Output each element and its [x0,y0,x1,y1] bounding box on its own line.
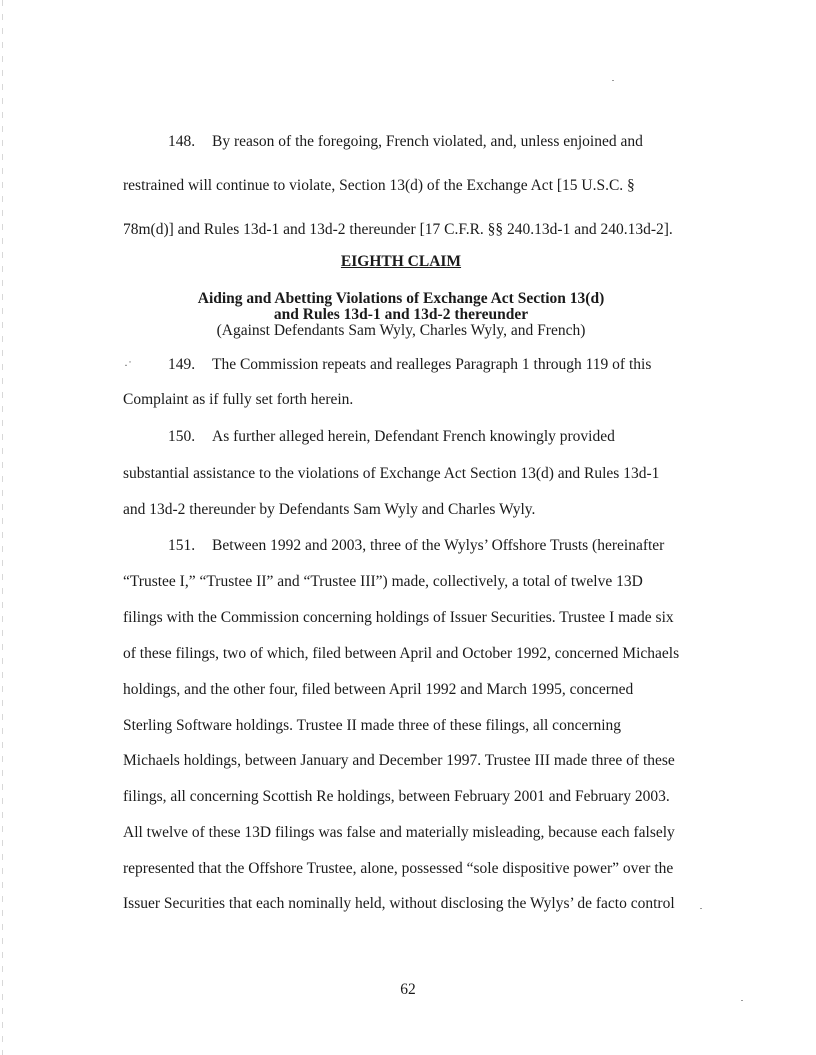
claim-subtitle-line-1: Aiding and Abetting Violations of Exchange Act Section 13(d) [197,290,605,307]
claim-subtitle-line-2: and Rules 13d-1 and 13d-2 thereunder [273,306,529,323]
paragraph-151-line-8: filings, all concerning Scottish Re holdings, between February 2001 and February 2003. [123,788,670,805]
claim-against-line: (Against Defendants Sam Wyly, Charles Wyly, and French) [216,322,586,339]
scan-speck [741,1000,743,1001]
stray-mark: ·˙ [124,358,132,372]
paragraph-151-line-2: “Trustee I,” “Trustee II” and “Trustee III”) made, collectively, a total of twelve 13D [123,573,643,590]
paragraph-number: 149. [168,356,196,373]
paragraph-151-line-11: Issuer Securities that each nominally held, without disclosing the Wylys’ de facto control [123,895,675,912]
scan-speck [612,80,614,81]
paragraph-151-line-6: Sterling Software holdings. Trustee II made three of these filings, all concerning [123,717,622,734]
claim-title: EIGHTH CLAIM [340,253,462,270]
paragraph-150-line-3: and 13d-2 thereunder by Defendants Sam Wyly and Charles Wyly. [123,501,536,518]
scan-edge-artifact [2,0,3,1055]
paragraph-150-line-1: 150. As further alleged herein, Defendant French knowingly provided [168,428,615,445]
paragraph-number: 148. [168,133,196,150]
paragraph-151-line-9: All twelve of these 13D filings was false and materially misleading, because each falsely [123,824,675,841]
paragraph-151-line-3: filings with the Commission concerning holdings of Issuer Securities. Trustee I made six [123,609,674,626]
paragraph-151-line-1: 151. Between 1992 and 2003, three of the Wylys’ Offshore Trusts (hereinafter [168,537,665,554]
paragraph-151-line-4: of these filings, two of which, filed between April and October 1992, concerned Michaels [123,645,680,662]
paragraph-148-line-2: restrained will continue to violate, Section 13(d) of the Exchange Act [15 U.S.C. § [123,177,635,194]
paragraph-148-line-1: 148. By reason of the foregoing, French violated, and, unless enjoined and [168,133,643,150]
scan-speck [700,908,702,909]
paragraph-151-line-10: represented that the Offshore Trustee, alone, possessed “sole dispositive power” over the [123,860,674,877]
paragraph-150-line-2: substantial assistance to the violations of Exchange Act Section 13(d) and Rules 13d-1 [123,465,660,482]
paragraph-148-line-3: 78m(d)] and Rules 13d-1 and 13d-2 thereunder [17 C.F.R. §§ 240.13d-1 and 240.13d-2]. [123,221,673,238]
paragraph-149-line-2: Complaint as if fully set forth herein. [123,391,354,408]
paragraph-number: 150. [168,428,196,445]
paragraph-151-line-5: holdings, and the other four, filed between April 1992 and March 1995, concerned [123,681,634,698]
page-number: 62 [400,981,416,998]
paragraph-149-line-1: 149. The Commission repeats and realleges Paragraph 1 through 119 of this [168,356,652,373]
paragraph-number: 151. [168,537,196,554]
paragraph-151-line-7: Michaels holdings, between January and December 1997. Trustee III made three of these [123,752,675,769]
